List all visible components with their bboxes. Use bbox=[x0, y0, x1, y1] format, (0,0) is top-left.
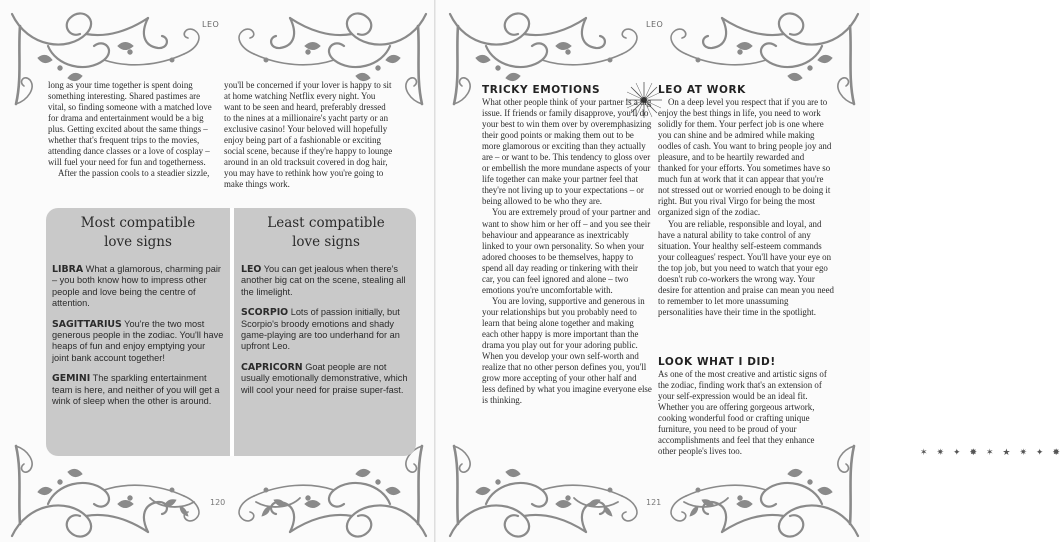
compat-entry-gemini: GEMINI The sparkling entertainment team is here, and neither of you will get a wink of sleep when the other is around. bbox=[52, 373, 220, 407]
paragraph: On a deep level you respect that if you are to enjoy the best things in life, you need to work solidly for them. Your perfect job is one where you can shine and be admired while making oodles of cash. You want to bring people joy and pleasure, and to be heartily rewarded and thanked for your efforts. You sometimes have so much fun at work that it can appear that you're not stressed out or worried enough to be doing it right. But you rival Virgo for being the most organized sign of the zodiac. bbox=[658, 97, 832, 218]
box-divider bbox=[230, 208, 234, 456]
page-number: 121 bbox=[646, 498, 662, 507]
page-number: 120 bbox=[210, 498, 226, 507]
running-head: LEO bbox=[202, 20, 220, 29]
star-icon: ✶ bbox=[920, 448, 928, 458]
paragraph: you'll be concerned if your lover is happy to sit at home watching Netflix every night. You want to be seen and heard, preferably dressed to the nines at a millionaire's yacht party or an exclusive casino! Your beloved will hopefully enjoy being part of a fashionable or exciting social scene, because if they're happy to lounge around in an old tracksuit covered in dog hair, you may have to rethink how you're going to make things work. bbox=[224, 80, 393, 190]
star-icon: ✸ bbox=[1052, 448, 1060, 458]
left-page bbox=[0, 0, 436, 542]
leaf-sprig-icon bbox=[240, 498, 300, 524]
heading-look-what-i-did: LOOK WHAT I DID! bbox=[658, 356, 776, 368]
paragraph: You are extremely proud of your partner and want to show him or her off – and you see their behaviour and appearance as inextricably linked to your own personality. So when your adored chooses to be themselves, happy to spend all day reading or tinkering with their car, you can feel ignored and alone – two emotions you're uncomfortable with. bbox=[482, 207, 651, 295]
paragraph: What other people think of your partner is a big issue. If friends or family disapprove, you'll do your best to win them over by overemphasizing their good points or making them out to be more glamorous or exciting than they actually are – or want to be. This tendency to gloss over or embellish the more mundane aspects of your life together can make your partner feel that they're not living up to your expectations – or being allowed to be who they are. bbox=[482, 97, 652, 207]
star-icon: ✦ bbox=[1035, 448, 1044, 458]
bottom-left-ornament bbox=[446, 432, 646, 542]
tricky-emotions-text bbox=[482, 97, 652, 406]
star-icon: ✷ bbox=[1019, 448, 1027, 458]
paragraph: As one of the most creative and artistic signs of the zodiac, finding work that's an extension of your self-expression would be an ideal fit. Whether you are offering gorgeous artwork, cooking wonderful food or crafting unique furniture, you need to be proud of your accomplishments and feel that they enhance other people's lives too. bbox=[658, 369, 827, 457]
decorative-star-row bbox=[920, 446, 1060, 460]
compat-entry-scorpio: SCORPIO Lots of passion initially, but Scorpio's broody emotions and shady game-playing are too underhand for an upfront Leo. bbox=[241, 307, 400, 352]
left-column-2 bbox=[224, 80, 394, 190]
right-page bbox=[436, 0, 1060, 542]
leaf-sprig-icon bbox=[150, 498, 210, 524]
leaf-sprig-icon bbox=[574, 498, 634, 524]
compat-entry-leo: LEO You can get jealous when there's another big cat on the scene, stealing all the limelight. bbox=[241, 264, 406, 297]
heading-tricky-emotions: TRICKY EMOTIONS bbox=[482, 84, 601, 96]
star-icon: ★ bbox=[1002, 448, 1011, 458]
star-icon: ✷ bbox=[936, 448, 945, 458]
paragraph: You are loving, supportive and generous in your relationships but you probably need to learn that being alone together and making each other happy is more important than the drama you play out for your adoring public. When you develop your own self-worth and realize that no other person defines you, you'll grow more accepting of your other half and less defined by what you imagine everyone else is thinking. bbox=[482, 295, 652, 406]
look-what-i-did-text bbox=[658, 369, 834, 457]
compat-entry-libra: LIBRA What a glamorous, charming pair – you both know how to impress other people and love being the centre of attention. bbox=[52, 264, 221, 309]
star-icon: ✸ bbox=[969, 448, 977, 458]
leaf-sprig-icon bbox=[668, 498, 728, 524]
most-compatible-column bbox=[52, 214, 224, 416]
leo-at-work-text bbox=[658, 97, 834, 318]
paragraph: After the passion cools to a steadier sizzle, bbox=[58, 168, 210, 179]
star-icon: ✶ bbox=[985, 448, 994, 458]
least-compatible-column bbox=[241, 214, 411, 405]
compat-entry-sagittarius: SAGITTARIUS You're the two most generous people in the zodiac. You'll have heaps of fun and enjoy emptying your joint bank account together! bbox=[52, 318, 224, 363]
paragraph: You are reliable, responsible and loyal, and have a natural ability to take control of any situation. Your healthy self-esteem commands your colleagues' respect. You'll have your eye on the top job, but you need to watch that your ego doesn't rub co-workers the wrong way. Your desire for attention and praise can mean you need to remember to let more unassuming personalities have their time in the spotlight. bbox=[658, 218, 834, 317]
heading-leo-at-work: LEO AT WORK bbox=[658, 84, 746, 96]
compat-entry-capricorn: CAPRICORN Goat people are not usually emotionally demonstrative, which will cool your need for praise super-fast. bbox=[241, 361, 408, 395]
star-icon: ✦ bbox=[952, 448, 961, 458]
paragraph: long as your time together is spent doing something interesting. Shared pastimes are vital, so finding someone with a matched love for drama and entertainment would be a big plus. Getting excited about the same things – whether that's frequent trips to the movies, attending dance classes or a love of cosplay – will fuel your need for fun and togetherness. bbox=[48, 80, 212, 168]
least-compatible-title: Least compatible love signs bbox=[267, 215, 385, 250]
running-head: LEO bbox=[646, 20, 664, 29]
left-column-1 bbox=[48, 80, 218, 179]
most-compatible-title: Most compatible love signs bbox=[80, 215, 196, 250]
